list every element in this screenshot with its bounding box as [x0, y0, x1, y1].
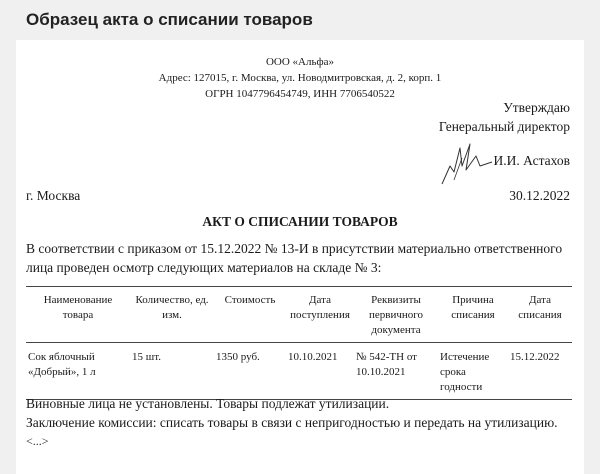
approver-name: И.И. Астахов	[493, 153, 570, 168]
page-header	[0, 0, 600, 40]
document-city: г. Москва	[26, 188, 81, 203]
footer-ellipsis: <...>	[26, 434, 49, 448]
approval-label: Утверждаю	[503, 100, 570, 115]
footer-commission-conclusion: Заключение комиссии: списать товары в связи с непригодностью и передать на утилизацию.	[26, 415, 558, 430]
footer-guilty-persons: Виновные лица не установлены. Товары подлежат утилизации.	[26, 396, 390, 411]
signature-mark	[436, 136, 496, 188]
header-product-name: Наименование товара	[26, 287, 130, 343]
organization-name: ООО «Альфа»	[265, 56, 335, 68]
header-cost: Стоимость	[214, 287, 286, 343]
header-reason: Причина списания	[438, 287, 508, 343]
cell-receipt-date: 10.10.2021	[286, 343, 354, 400]
document-date: 30.12.2022	[509, 188, 570, 203]
cell-document-details: № 542-ТН от 10.10.2021	[354, 343, 438, 400]
table-header-row	[26, 287, 572, 343]
cell-quantity: 15 шт.	[130, 343, 214, 400]
document-sheet	[16, 40, 584, 474]
organization-address: Адрес: 127015, г. Москва, ул. Новодмитровская, д. 2, корп. 1	[158, 72, 442, 84]
intro-paragraph: В соответствии с приказом от 15.12.2022 № 13-И в присутствии материально ответственного лица проведен осмотр следующих материалов на складе № 3:	[26, 241, 563, 275]
write-off-table	[26, 286, 572, 400]
document-title: АКТ О СПИСАНИИ ТОВАРОВ	[202, 214, 398, 229]
cell-cost: 1350 руб.	[214, 343, 286, 400]
table-row	[26, 343, 572, 400]
organization-registration: ОГРН 1047796454749, ИНН 7706540522	[205, 88, 395, 100]
header-write-off-date: Дата списания	[508, 287, 572, 343]
approver-position: Генеральный директор	[438, 119, 570, 134]
header-document-details: Реквизиты первичного документа	[354, 287, 438, 343]
cell-write-off-date: 15.12.2022	[508, 343, 572, 400]
cell-reason: Истечение срока годности	[438, 343, 508, 400]
header-quantity: Количество, ед. изм.	[130, 287, 214, 343]
page-title: Образец акта о списании товаров	[26, 10, 313, 29]
cell-product-name: Сок яблочный «Добрый», 1 л	[26, 343, 130, 400]
header-receipt-date: Дата поступления	[286, 287, 354, 343]
